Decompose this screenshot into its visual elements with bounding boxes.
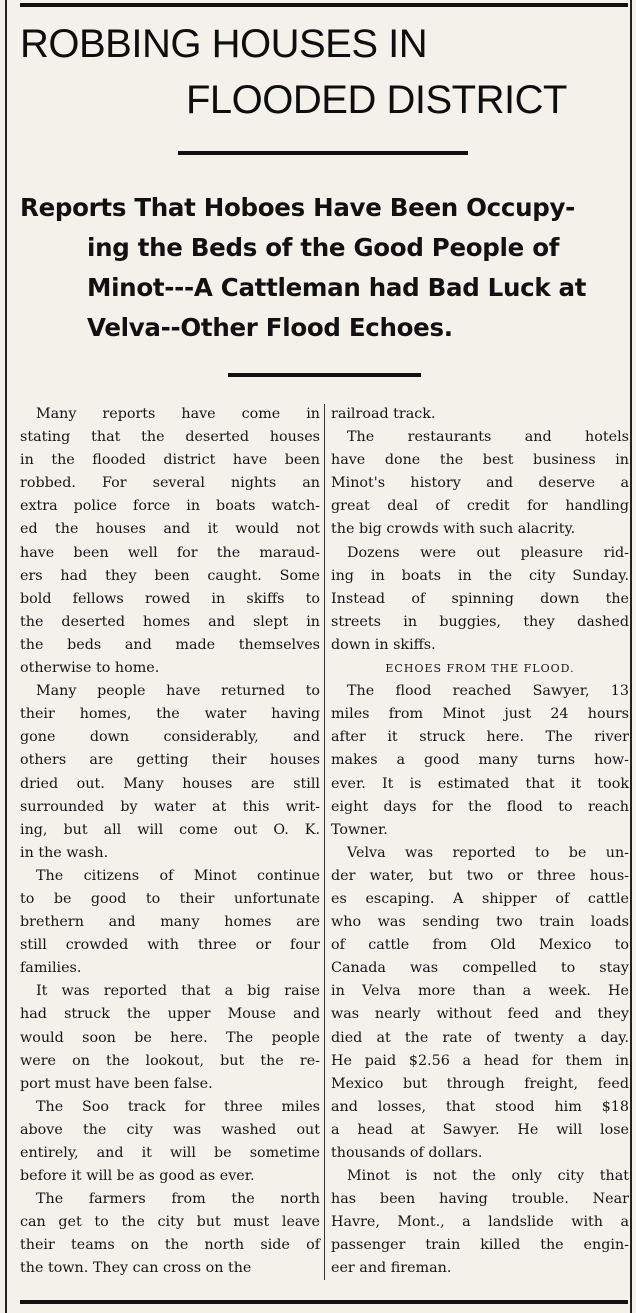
article-line: in Velva more than a week. He: [331, 983, 629, 1000]
article-line: a head at Sawyer. He will lose: [331, 1121, 629, 1138]
article-line: before it will be as good as ever.: [20, 1168, 255, 1185]
article-line: the big crowds with such alacrity.: [331, 521, 576, 538]
article-line: their teams on the north side of: [20, 1237, 320, 1254]
article-line: es escaping. A shipper of cattle: [331, 890, 629, 907]
article-line: miles from Minot just 24 hours: [331, 706, 629, 723]
article-line: Mexico but through freight, feed: [331, 1075, 629, 1092]
article-line: have been well for the maraud-: [20, 544, 320, 561]
article-line: makes a good many turns how-: [331, 752, 629, 769]
article-line: stating that the deserted houses: [20, 429, 320, 446]
article-line: Havre, Mont., a landslide with a: [331, 1214, 629, 1231]
article-line: port must have been false.: [20, 1075, 213, 1092]
article-column-left: [20, 403, 320, 1281]
headline-line-2: FLOODED DISTRICT: [186, 78, 567, 122]
article-line: still crowded with three or four: [20, 937, 320, 954]
article-line: Many reports have come in: [36, 406, 320, 422]
article-line: dried out. Many houses are still: [20, 775, 320, 792]
column-divider: [324, 404, 325, 1280]
article-line: Minot is not the only city that: [347, 1168, 629, 1185]
section-heading-echoes: ECHOES FROM THE FLOOD.: [385, 662, 575, 676]
article-paragraph: [20, 980, 320, 1095]
bottom-rule: [20, 1300, 628, 1304]
article-line: Canada was compelled to stay: [331, 960, 629, 977]
article-line: gone down considerably, and: [20, 729, 320, 746]
article-line: others are getting their houses: [20, 752, 320, 769]
article-paragraph: [331, 426, 629, 541]
article-paragraph: [20, 403, 320, 680]
article-line: Minot's history and deserve a: [331, 475, 629, 492]
article-line: ers had they been caught. Some: [20, 567, 320, 584]
article-line: in the flooded district have been: [20, 452, 320, 469]
article-line: thousands of dollars.: [331, 1145, 483, 1161]
article-line: passenger train killed the engin-: [331, 1237, 629, 1254]
page-border-left: [5, 0, 7, 1313]
article-line: brethern and many homes are: [20, 914, 320, 931]
article-paragraph: [20, 1188, 320, 1280]
article-line: to be good to their unfortunate: [20, 890, 320, 907]
subheading-line: ing the Beds of the Good People of: [87, 233, 560, 262]
article-line: who was sending two train loads: [331, 914, 629, 931]
article-paragraph: [331, 680, 629, 842]
article-paragraph: [331, 1165, 629, 1280]
article-line: eight days for the flood to reach: [331, 798, 629, 815]
article-line: has been having trouble. Near: [331, 1191, 629, 1208]
article-paragraph: [331, 403, 629, 426]
article-line: after it struck here. The river: [331, 729, 629, 746]
article-line: had struck the upper Mouse and: [20, 1006, 320, 1023]
subheading-line: Reports That Hoboes Have Been Occupy-: [20, 193, 576, 222]
article-line: their homes, the water having: [20, 706, 320, 723]
subheading-line: Velva--Other Flood Echoes.: [87, 313, 453, 342]
article-line: of cattle from Old Mexico to: [331, 937, 629, 954]
article-line: ing in boats in the city Sunday.: [331, 567, 629, 584]
article-line: would soon be here. The people: [20, 1029, 320, 1046]
article-line: was nearly without feed and they: [331, 1006, 629, 1023]
page-border-right: [630, 0, 632, 1313]
article-line: bold fellows rowed in skiffs to: [20, 590, 320, 607]
article-line: streets in buggies, they dashed: [331, 613, 629, 630]
article-line: The Soo track for three miles: [36, 1098, 320, 1115]
article-line: eer and fireman.: [331, 1260, 452, 1277]
article-paragraph: [331, 542, 629, 657]
article-line: the deserted homes and slept in: [20, 613, 320, 630]
article-line: extra police force in boats watch-: [20, 498, 320, 515]
article-line: robbed. For several nights an: [20, 475, 320, 492]
article-line: ing, but all will come out O. K.: [20, 821, 320, 838]
article-line: Many people have returned to: [36, 683, 320, 700]
article-paragraph: [331, 842, 629, 1165]
subheading-divider: [228, 373, 421, 377]
article-line: The citizens of Minot continue: [36, 867, 320, 884]
subheading: [20, 188, 630, 348]
article-line: above the city was washed out: [20, 1121, 320, 1138]
top-rule: [20, 3, 628, 7]
article-line: Towner.: [331, 821, 388, 838]
article-paragraph: [20, 1096, 320, 1188]
article-line: surrounded by water at this writ-: [20, 798, 320, 815]
article-line: great deal of credit for handling: [331, 498, 629, 515]
article-line: ever. It is estimated that it took: [331, 775, 629, 792]
article-line: were on the lookout, but the re-: [20, 1052, 320, 1069]
article-line: He paid $2.56 a head for them in: [331, 1052, 629, 1069]
article-paragraph: [20, 680, 320, 865]
article-line: died at the rate of twenty a day.: [331, 1029, 629, 1046]
article-line: ed the houses and it would not: [20, 521, 320, 538]
article-line: Dozens were out pleasure rid-: [347, 544, 629, 561]
article-line: the town. They can cross on the: [20, 1260, 252, 1277]
article-line: It was reported that a big raise: [36, 983, 320, 1000]
article-line: The farmers from the north: [36, 1191, 320, 1208]
article-line: The restaurants and hotels: [347, 429, 629, 446]
article-line: der water, but two or three hous-: [331, 867, 629, 884]
article-paragraph: [20, 865, 320, 980]
article-line: have done the best business in: [331, 452, 629, 469]
article-line: railroad track.: [331, 406, 436, 422]
article-line: in the wash.: [20, 844, 109, 861]
subheading-line: Minot---A Cattleman had Bad Luck at: [87, 273, 587, 302]
article-line: entirely, and it will be sometime: [20, 1145, 320, 1161]
article-line: down in skiffs.: [331, 636, 436, 653]
article-line: Instead of spinning down the: [331, 590, 629, 607]
article-line: Velva was reported to be un-: [347, 844, 629, 861]
article-column-right: [331, 403, 629, 1281]
article-line: the beds and made themselves: [20, 636, 320, 653]
article-line: can get to the city but must leave: [20, 1214, 320, 1231]
article-line: families.: [20, 960, 82, 977]
article-line: otherwise to home.: [20, 660, 160, 677]
headline-divider: [178, 151, 468, 155]
article-line: The flood reached Sawyer, 13: [347, 683, 629, 700]
article-line: and losses, that stood him $18: [331, 1098, 629, 1115]
headline-line-1: ROBBING HOUSES IN: [20, 22, 428, 66]
